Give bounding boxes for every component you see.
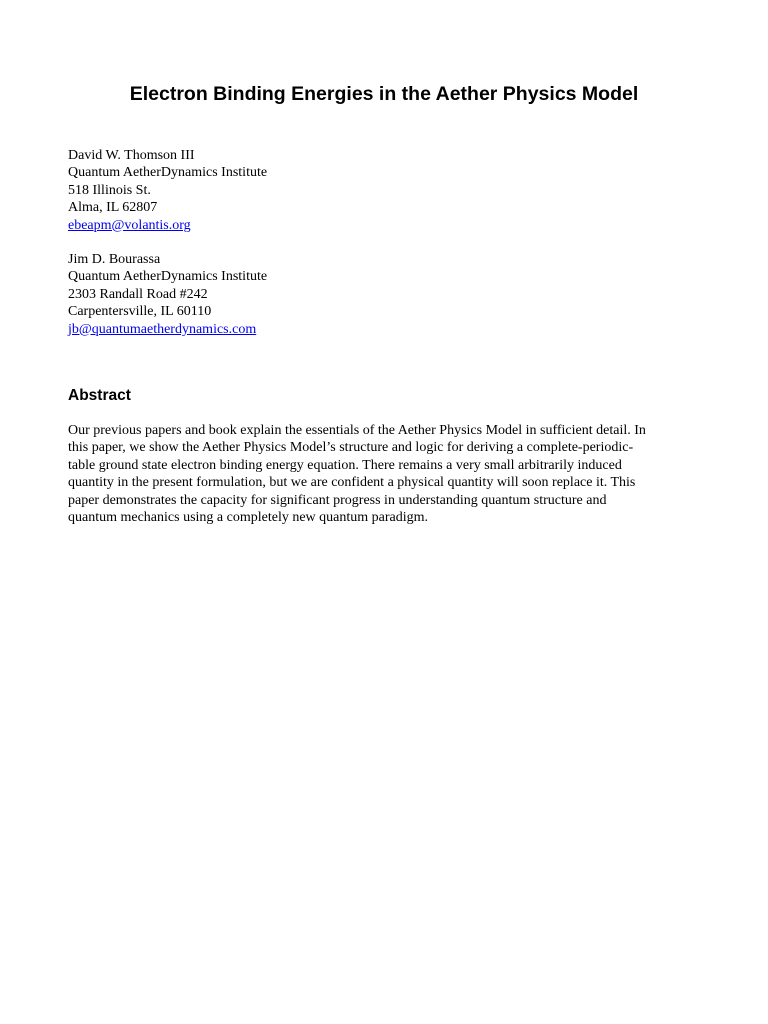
abstract-line: quantity in the present formulation, but we are confident a physical quantity will soon replace it. This (68, 475, 636, 491)
author-address-line2: Alma, IL 62807 (68, 200, 158, 216)
author-email-link[interactable]: jb@quantumaetherdynamics.com (68, 321, 257, 337)
author-email-link[interactable]: ebeapm@volantis.org (68, 217, 191, 233)
author-block-2 (68, 251, 267, 338)
author-name: David W. Thomson III (68, 148, 195, 163)
author-name: Jim D. Bourassa (68, 252, 161, 267)
author-address-line2: Carpentersville, IL 60110 (68, 304, 212, 320)
abstract-line: table ground state electron binding energy equation. There remains a very small arbitrarily induced (68, 457, 622, 473)
abstract-heading: Abstract (68, 387, 131, 404)
author-block-1 (68, 147, 267, 234)
author-affiliation: Quantum AetherDynamics Institute (68, 269, 268, 285)
author-affiliation: Quantum AetherDynamics Institute (68, 165, 268, 181)
author-address-line1: 2303 Randall Road #242 (68, 286, 208, 302)
abstract-line: Our previous papers and book explain the essentials of the Aether Physics Model in sufficient detail. In (68, 423, 646, 438)
abstract-body (68, 422, 708, 526)
abstract-line: quantum mechanics using a completely new quantum paradigm. (68, 510, 429, 526)
paper-title: Electron Binding Energies in the Aether Physics Model (129, 83, 639, 105)
author-address-line1: 518 Illinois St. (68, 182, 151, 198)
abstract-line: this paper, we show the Aether Physics Model’s structure and logic for deriving a complete-periodic- (68, 440, 634, 456)
abstract-line: paper demonstrates the capacity for significant progress in understanding quantum structure and (68, 492, 607, 508)
